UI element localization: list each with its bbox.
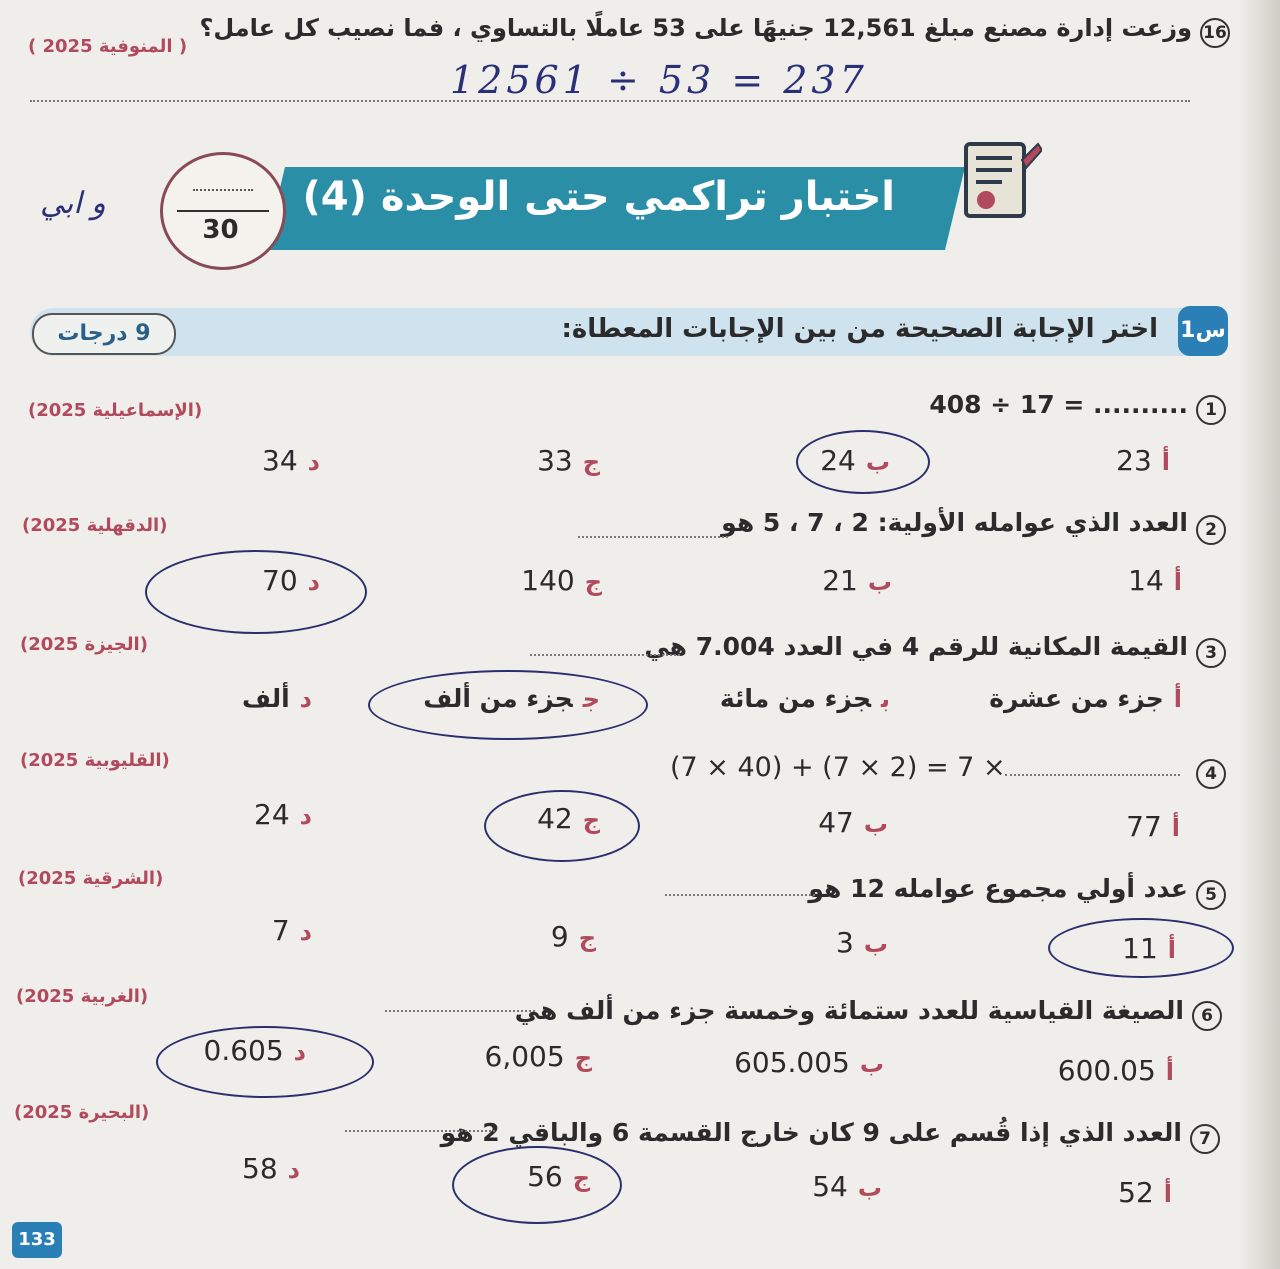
- option-value: 77: [1126, 810, 1162, 843]
- option-value: 34: [262, 444, 298, 477]
- section-marks: 9 درجات: [32, 313, 176, 355]
- question-text: عدد أولي مجموع عوامله 12 هو: [808, 874, 1188, 903]
- question-number: 4: [1196, 759, 1226, 789]
- option-value: 33: [537, 444, 573, 477]
- option-letter: أ: [1165, 1058, 1174, 1086]
- option-c[interactable]: [527, 1160, 590, 1193]
- option-c[interactable]: [537, 802, 600, 835]
- option-letter: ج: [582, 685, 600, 713]
- option-value: 54: [812, 1170, 848, 1203]
- answer-blank: [345, 1130, 495, 1132]
- option-letter: د: [287, 1156, 300, 1184]
- option-d[interactable]: [204, 1034, 307, 1067]
- option-c[interactable]: [537, 444, 600, 477]
- option-a[interactable]: [1126, 810, 1180, 843]
- question-number: 7: [1190, 1124, 1220, 1154]
- page-shadow: [1240, 0, 1280, 1269]
- score-blank: [193, 189, 253, 191]
- option-letter: د: [307, 568, 320, 596]
- option-c[interactable]: [551, 920, 596, 953]
- exam-paper-icon: [962, 140, 1042, 224]
- option-value: 24: [820, 444, 856, 477]
- option-letter: ب: [863, 810, 888, 838]
- option-d[interactable]: [262, 564, 320, 597]
- question-source: (الغربية 2025): [16, 986, 149, 1007]
- option-d[interactable]: [254, 798, 312, 831]
- score-bubble: [160, 152, 286, 270]
- option-d[interactable]: [242, 1152, 300, 1185]
- option-letter: د: [293, 1038, 306, 1066]
- handwritten-note: و ابي: [40, 186, 106, 221]
- option-value: 24: [254, 798, 290, 831]
- option-value: 42: [537, 802, 573, 835]
- question-number-16: 16: [1200, 18, 1230, 48]
- option-value: 23: [1116, 444, 1152, 477]
- option-value: جزء من مائة: [719, 684, 871, 713]
- option-a[interactable]: [1058, 1054, 1174, 1087]
- option-value: 3: [836, 926, 854, 959]
- option-b[interactable]: [836, 926, 888, 959]
- title-banner: [265, 162, 965, 252]
- option-a[interactable]: [989, 684, 1182, 713]
- answer-blank: [1005, 774, 1180, 776]
- option-letter: د: [307, 448, 320, 476]
- option-a[interactable]: [1116, 444, 1170, 477]
- option-letter: أ: [1161, 448, 1170, 476]
- option-b[interactable]: [818, 806, 888, 839]
- option-value: 11: [1122, 932, 1158, 965]
- option-letter: أ: [1173, 685, 1182, 713]
- question-text: (7 × 40) + (7 × 2) = 7 ×: [670, 752, 1006, 783]
- circled-answer-mark: [145, 550, 367, 634]
- question-number: 6: [1192, 1001, 1222, 1031]
- section-title: اختر الإجابة الصحيحة من بين الإجابات المعطاة:: [561, 314, 1158, 344]
- option-value: 605.005: [734, 1046, 850, 1079]
- option-value: 52: [1118, 1176, 1154, 1209]
- answer-blank: [578, 536, 728, 538]
- question-source: (الشرقية 2025): [18, 868, 164, 889]
- option-letter: ج: [574, 1044, 592, 1072]
- option-letter: ج: [572, 1164, 590, 1192]
- option-letter: ج: [584, 568, 602, 596]
- option-a[interactable]: [1128, 564, 1182, 597]
- option-d[interactable]: [262, 444, 320, 477]
- question-number: 5: [1196, 880, 1226, 910]
- option-b[interactable]: [720, 684, 890, 713]
- option-letter: ب: [857, 1174, 882, 1202]
- option-value: 9: [550, 920, 569, 953]
- option-letter: ب: [863, 930, 888, 958]
- option-value: 21: [822, 564, 858, 597]
- option-value: جزء من ألف: [423, 684, 573, 713]
- question-text: العدد الذي عوامله الأولية: 2 ، 7 ، 5 هو: [721, 508, 1188, 537]
- option-c[interactable]: [521, 564, 602, 597]
- question-text: القيمة المكانية للرقم 4 في العدد 7.004 هي: [644, 632, 1188, 661]
- option-b[interactable]: [820, 444, 890, 477]
- question-number: 3: [1196, 638, 1226, 668]
- banner-title: اختبار تراكمي حتى الوحدة (4): [302, 174, 895, 220]
- option-value: 70: [262, 564, 298, 597]
- option-d[interactable]: [272, 914, 312, 947]
- option-value: 47: [818, 806, 854, 839]
- question-text: الصيغة القياسية للعدد ستمائة وخمسة جزء من ألف هي: [514, 996, 1184, 1025]
- option-letter: د: [299, 802, 312, 830]
- question-source: (القليوبية 2025): [20, 750, 170, 771]
- question-16-text: وزعت إدارة مصنع مبلغ 12,561 جنيهًا على 53 عاملًا بالتساوي ، فما نصيب كل عامل؟: [199, 14, 1192, 42]
- option-d[interactable]: [242, 684, 312, 713]
- question-source: (الإسماعيلية 2025): [28, 400, 203, 421]
- answer-blank: [385, 1010, 535, 1012]
- option-value: جزء من عشرة: [989, 684, 1164, 713]
- option-letter: ج: [582, 448, 600, 476]
- option-letter: ب: [867, 568, 892, 596]
- option-letter: ب: [865, 448, 890, 476]
- question-source: (الجيزة 2025): [20, 634, 148, 655]
- option-value: 600.05: [1057, 1054, 1156, 1087]
- section-badge: س1: [1178, 306, 1228, 356]
- answer-blank: [530, 654, 680, 656]
- question-source: (البحيرة 2025): [14, 1102, 150, 1123]
- option-c[interactable]: [423, 684, 600, 713]
- option-value: 14: [1128, 564, 1164, 597]
- handwritten-answer-16: 12561 ÷ 53 = 237: [450, 58, 868, 102]
- option-letter: أ: [1167, 936, 1176, 964]
- option-letter: ب: [880, 685, 890, 713]
- question-text: العدد الذي إذا قُسم على 9 كان خارج القسمة 6 والباقي 2 هو: [440, 1118, 1182, 1147]
- question-source: (الدقهلية 2025): [22, 515, 168, 536]
- option-letter: د: [299, 685, 312, 713]
- option-letter: ب: [859, 1050, 884, 1078]
- option-value: ألف: [241, 684, 290, 713]
- option-value: 140: [521, 564, 575, 597]
- option-letter: د: [299, 918, 312, 946]
- score-total: 30: [202, 215, 239, 245]
- question-16-source: ( المنوفية 2025 ): [28, 36, 188, 57]
- option-a[interactable]: [1122, 932, 1176, 965]
- option-value: 6,005: [484, 1040, 565, 1073]
- option-letter: أ: [1163, 1180, 1172, 1208]
- option-c[interactable]: [485, 1040, 592, 1073]
- option-value: 58: [242, 1152, 278, 1185]
- answer-line: [30, 100, 1190, 102]
- page-number: 133: [12, 1222, 62, 1258]
- question-text-value: 408 ÷ 17 = ..........: [929, 390, 1188, 419]
- question-number: 2: [1196, 515, 1226, 545]
- question-number: 1: [1196, 395, 1226, 425]
- option-b[interactable]: [822, 564, 892, 597]
- option-a[interactable]: [1118, 1176, 1172, 1209]
- option-letter: ج: [578, 924, 596, 952]
- option-letter: أ: [1173, 568, 1182, 596]
- question-text: [929, 390, 1188, 419]
- option-b[interactable]: [812, 1170, 882, 1203]
- option-value: 0.605: [203, 1034, 284, 1067]
- option-letter: أ: [1171, 814, 1180, 842]
- answer-blank: [665, 894, 815, 896]
- option-value: 7: [271, 914, 290, 947]
- option-b[interactable]: [734, 1046, 884, 1079]
- option-value: 56: [527, 1160, 563, 1193]
- option-letter: ج: [582, 806, 600, 834]
- score-divider: [177, 210, 269, 212]
